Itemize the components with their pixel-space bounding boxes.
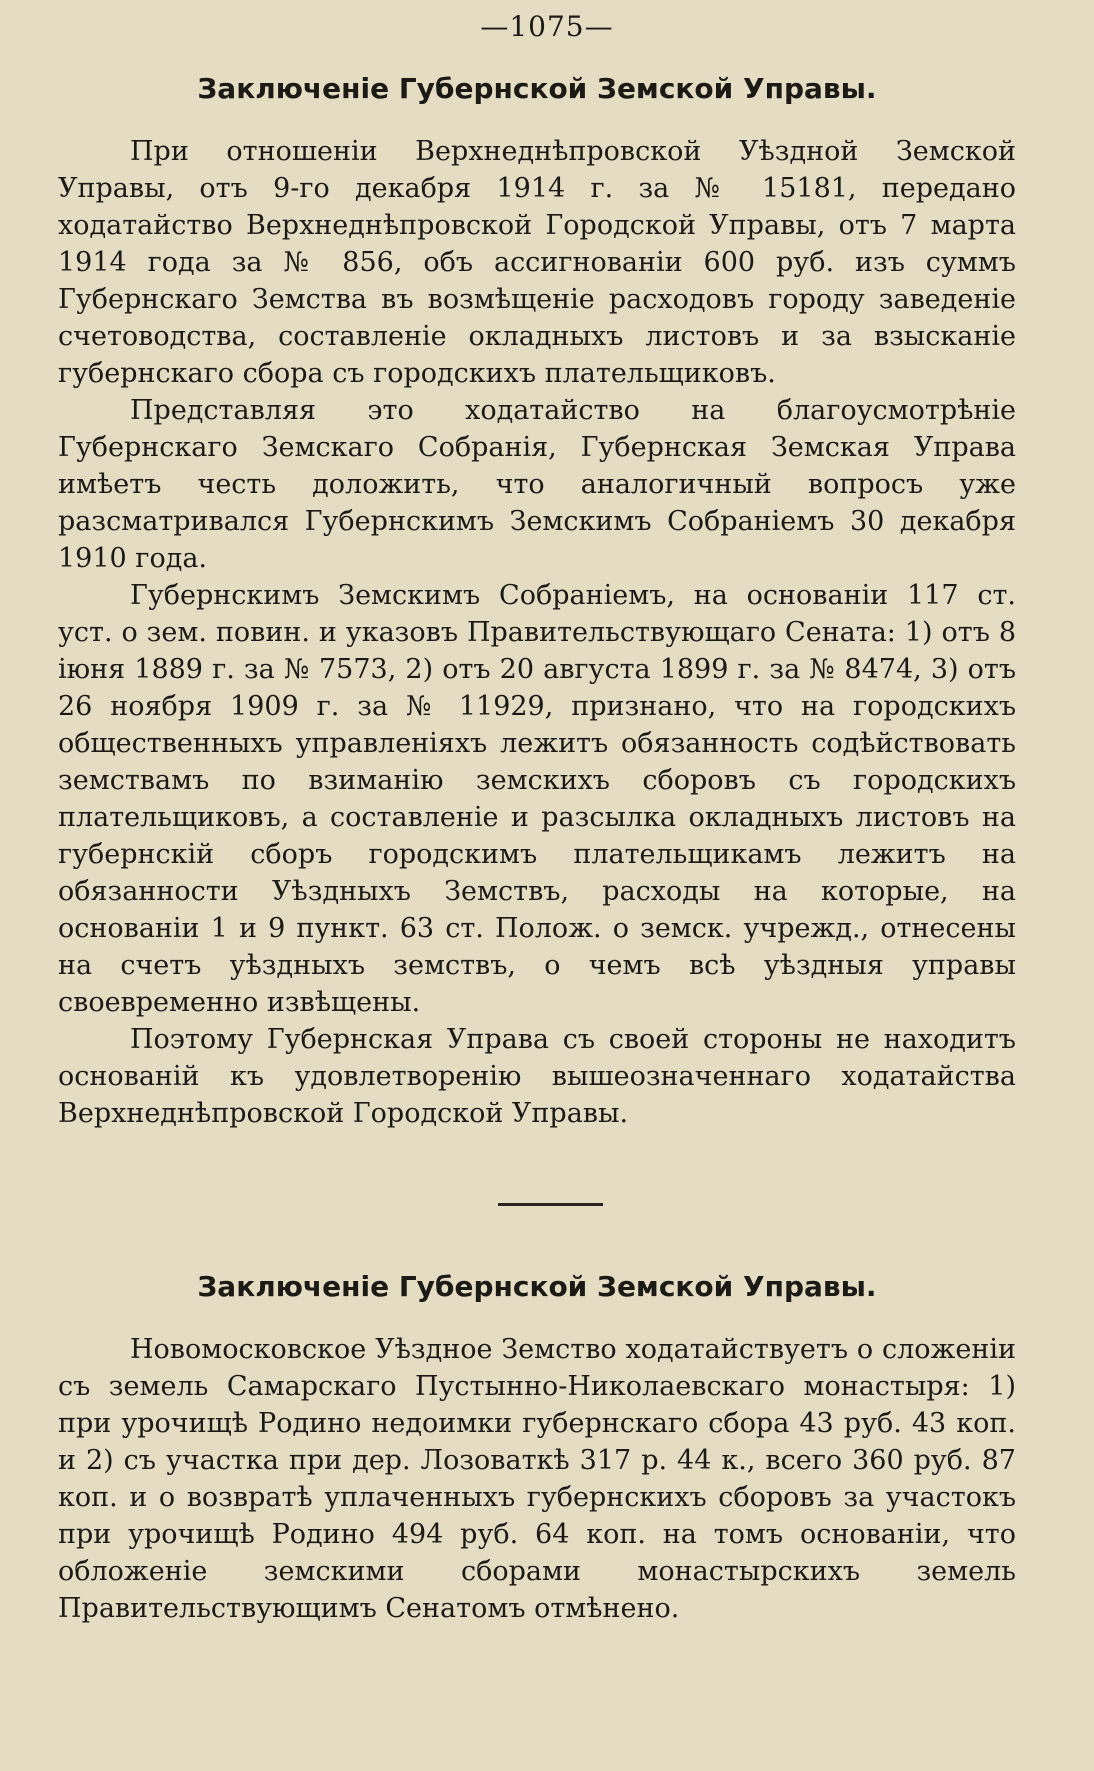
page-number: —1075— [480, 10, 614, 43]
section-heading: Заключеніе Губернской Земской Управы. [197, 72, 877, 105]
paragraph: Губернскимъ Земскимъ Собраніемъ, на основаніи 117 ст. уст. о зем. повин. и указовъ Правительствующаго Сената: 1) отъ 8 іюня 1889 г. за № 7573, 2) отъ 20 августа 1899 г. за № 8474, 3) отъ 26 ноября 1909 г. за № 11929, признано, что на городскихъ общественныхъ управленіяхъ лежитъ обязанность содѣйствовать земствамъ по взиманію земскихъ сборовъ съ городскихъ плательщиковъ, а составленіе и разсылка окладныхъ листовъ на губернскій сборъ городскимъ плательщикамъ лежитъ на обязанности Уѣздныхъ Земствъ, расходы на которые, на основаніи 1 и 9 пункт. 63 ст. Полож. о земск. учрежд., отнесены на счетъ уѣздныхъ земствъ, о чемъ всѣ уѣздныя управы своевременно извѣщены. [58, 580, 1016, 1018]
paragraph: При отношеніи Верхнеднѣпровской Уѣздной Земской Управы, отъ 9-го декабря 1914 г. за № 15181, передано ходатайство Верхнеднѣпровской Городской Управы, отъ 7 марта 1914 года за № 856, объ ассигнованіи 600 руб. изъ суммъ Губернскаго Земства въ возмѣщеніе расходовъ городу заведеніе счетоводства, составленіе окладныхъ листовъ и за взысканіе губернскаго сбора съ городскихъ плательщиковъ. [58, 136, 1016, 389]
paragraph: Представляя это ходатайство на благоусмотрѣніе Губернскаго Земскаго Собранія, Губернская Земская Управа имѣетъ честь доложить, что аналогичный вопросъ уже разсматривался Губернскимъ Земскимъ Собраніемъ 30 декабря 1910 года. [58, 395, 1016, 574]
paragraph: Поэтому Губернская Управа съ своей стороны не находитъ основаній къ удовлетворенію вышеозначеннаго ходатайства Верхнеднѣпровской Городской Управы. [58, 1024, 1016, 1129]
section-conclusion-1 [58, 72, 1016, 1132]
section-conclusion-2 [58, 1270, 1016, 1627]
section-heading: Заключеніе Губернской Земской Управы. [197, 1270, 877, 1303]
section-divider [498, 1203, 603, 1206]
paragraph: Новомосковское Уѣздное Земство ходатайствуетъ о сложеніи съ земель Самарскаго Пустынно-Николаевскаго монастыря: 1) при урочищѣ Родино недоимки губернскаго сбора 43 руб. 43 коп. и 2) съ участка при дер. Лозоваткѣ 317 р. 44 к., всего 360 руб. 87 коп. и о возвратѣ уплаченныхъ губернскихъ сборовъ за участокъ при урочищѣ Родино 494 руб. 64 коп. на томъ основаніи, что обложеніе земскими сборами монастырскихъ земель Правительствующимъ Сенатомъ отмѣнено. [58, 1334, 1016, 1624]
